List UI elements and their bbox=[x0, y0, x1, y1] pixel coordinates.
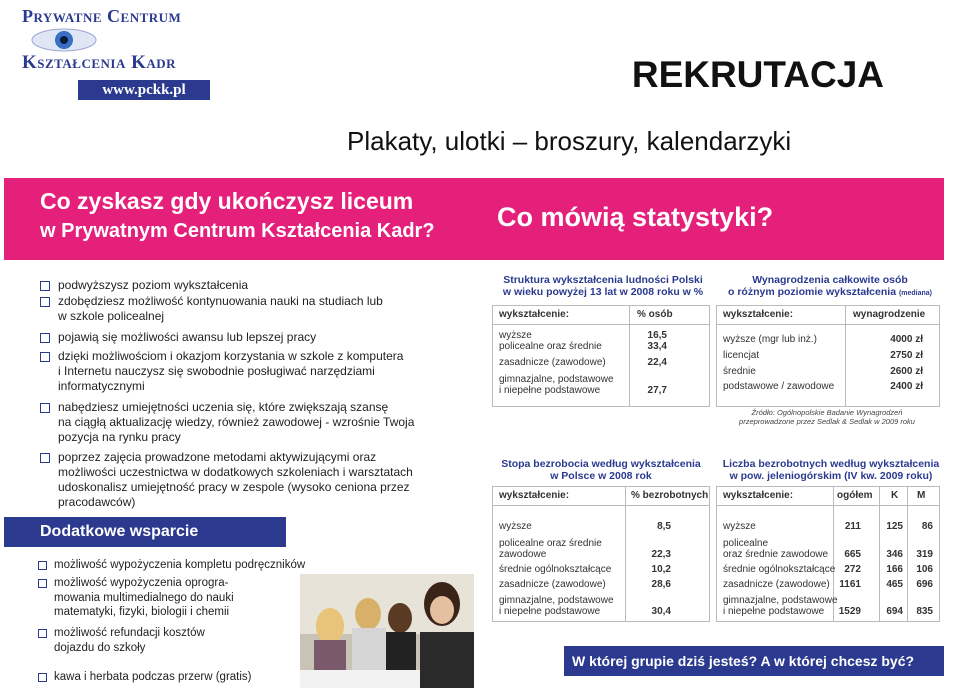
pckk-logo bbox=[18, 4, 214, 102]
checkbox-square-icon bbox=[38, 561, 47, 570]
checkbox-square-icon bbox=[40, 403, 50, 413]
benefit-item: zdobędziesz możliwość kontynuowania nauki na studiach lub w szkole policealnej bbox=[40, 294, 440, 324]
table-header: wykształcenie: wynagrodzenie bbox=[717, 306, 939, 325]
benefit-item: podwyższysz poziom wykształcenia bbox=[40, 278, 440, 293]
logo-line1: Prywatne Centrum bbox=[22, 6, 182, 26]
bottom-question-banner bbox=[564, 646, 944, 676]
support-item: możliwość wypożyczenia oprogra- mowania multimedialnego do nauki matematyki, fizyki, biologii i chemii bbox=[38, 576, 234, 620]
logo-line2: Kształcenia Kadr bbox=[22, 52, 177, 73]
table3-title: Stopa bezrobocia według wykształcenia w Polsce w 2008 rok bbox=[501, 458, 701, 482]
students-photo bbox=[300, 574, 474, 688]
banner-heading-stats: Co mówią statystyki? bbox=[497, 202, 774, 232]
checkbox-square-icon bbox=[40, 281, 50, 291]
benefit-item: nabędziesz umiejętności uczenia się, które zwiększają szansę na ciągłą aktualizację wiedzy, również zawodowej - wzrośnie Twoja pozycja na rynku pracy bbox=[40, 400, 440, 445]
checkbox-square-icon bbox=[38, 579, 47, 588]
page-subtitle: Plakaty, ulotki – broszury, kalendarzyki bbox=[347, 126, 792, 156]
table-unemployment-rate: wykształcenie: % bezrobotnych wyższe 8,5 policealne oraz średnie zawodowe 22,3 średnie ogólnokształcące 10,2 zasadnicze (zawodowe) 28,6 gimnazjalne, podstawowe i niepełne podstawowe 30,4 bbox=[492, 486, 710, 622]
support-header bbox=[4, 517, 286, 547]
checkbox-square-icon bbox=[40, 297, 50, 307]
table1-title: Struktura wykształcenia ludności Polski w wieku powyżej 13 lat w 2008 roku w % bbox=[502, 274, 704, 298]
poster-banner bbox=[4, 178, 944, 260]
checkbox-square-icon bbox=[40, 453, 50, 463]
banner-heading-1: Co zyskasz gdy ukończysz liceum bbox=[40, 188, 414, 214]
checkbox-square-icon bbox=[38, 673, 47, 682]
support-title: Dodatkowe wsparcie bbox=[40, 523, 199, 540]
support-item: możliwość refundacji kosztów dojazdu do szkoły bbox=[38, 626, 205, 655]
checkbox-square-icon bbox=[40, 333, 50, 343]
table-header: wykształcenie: ogółem K M bbox=[717, 487, 939, 506]
table-salaries: wykształcenie: wynagrodzenie wyższe (mgr lub inż.) 4000 zł licencjat 2750 zł średnie 2600 zł podstawowe / zawodowe 2400 zł bbox=[716, 305, 940, 407]
support-item: kawa i herbata podczas przerw (gratis) bbox=[38, 670, 252, 685]
benefit-item: dzięki możliwościom i okazjom korzystania w szkole z komputera i Internetu nauczysz się swobodnie posługiwać narzędziami informatycznymi bbox=[40, 349, 440, 394]
checkbox-square-icon bbox=[38, 629, 47, 638]
table2-title: Wynagrodzenia całkowite osób o różnym poziomie wykształcenia (mediana) bbox=[727, 274, 933, 298]
page-title: REKRUTACJA bbox=[631, 54, 884, 95]
banner-heading-2: w Prywatnym Centrum Kształcenia Kadr? bbox=[40, 220, 435, 242]
salary-source-note: Źródło: Ogólnopolskie Badanie Wynagrodzeń przeprowadzone przez Sedlak & Sedlak w 2009 roku bbox=[739, 408, 915, 426]
benefit-item: poprzez zajęcia prowadzone metodami aktywizującymi oraz możliwości uczestnictwa w dodatkowych szkoleniach i warsztatach udoskonalisz umiejętność pracy w zespole (wysoko ceniona przez pracodawców) bbox=[40, 450, 440, 510]
support-item: możliwość wypożyczenia kompletu podręczników bbox=[38, 558, 305, 573]
table-unemployed-count: wykształcenie: ogółem K M wyższe 211 125 86 policealne oraz średnie zawodowe 665 346 319 średnie ogólnokształcące 272 166 106 zasadnicze (zawodowe) 1161 465 696 gimnazjalne, podstawowe i niepełne podstawowe 1529 694 835 bbox=[716, 486, 940, 622]
logo-url: www.pckk.pl bbox=[78, 80, 210, 100]
poster bbox=[4, 178, 946, 690]
table-education-structure: wykształcenie: % osób wyższe 16,5 policealne oraz średnie 33,4 zasadnicze (zawodowe) 22,4 gimnazjalne, podstawowe i niepełne podstawowe 27,7 bbox=[492, 305, 710, 407]
table4-title: Liczba bezrobotnych według wykształcenia w pow. jeleniogórskim (IV kw. 2009 roku) bbox=[722, 458, 940, 482]
table-header: wykształcenie: % bezrobotnych bbox=[493, 487, 709, 506]
checkbox-square-icon bbox=[40, 352, 50, 362]
benefit-item: pojawią się możliwości awansu lub lepszej pracy bbox=[40, 330, 440, 345]
table-header: wykształcenie: % osób bbox=[493, 306, 709, 325]
bottom-question: W której grupie dziś jesteś? A w której chcesz być? bbox=[572, 653, 915, 669]
